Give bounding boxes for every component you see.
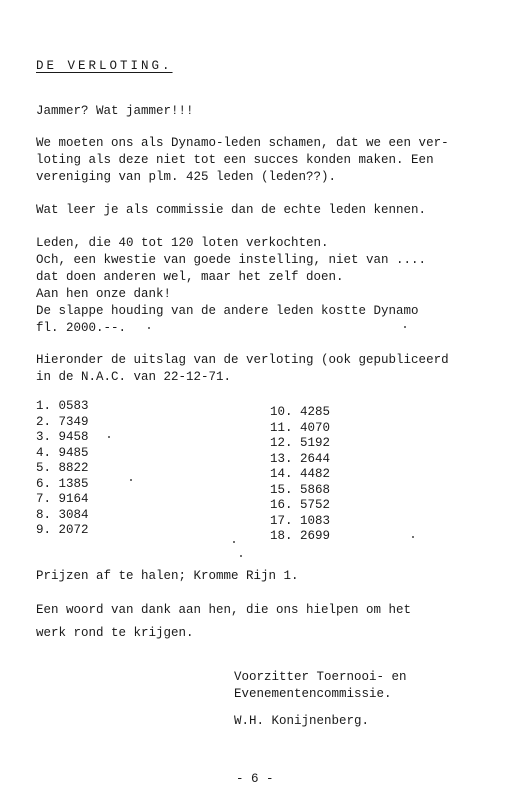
paper-speck — [404, 326, 406, 328]
result-item: 7. 9164 — [36, 492, 89, 506]
result-item: 1. 0583 — [36, 399, 89, 413]
paragraph-line: Leden, die 40 tot 120 loten verkochten. — [36, 236, 329, 250]
paragraph-line: Och, een kwestie van goede instelling, niet van .... — [36, 253, 427, 267]
paper-speck — [108, 436, 110, 438]
paper-speck — [233, 541, 235, 543]
result-item: 6. 1385 — [36, 476, 89, 491]
paper-speck — [412, 536, 414, 538]
paragraph-line: De slappe houding van de andere leden kostte Dynamo — [36, 304, 419, 318]
result-item: 8. 3084 — [36, 507, 89, 522]
paper-speck — [130, 479, 132, 481]
signature-role-line: Evenementencommissie. — [234, 687, 392, 701]
page-title: DE VERLOTING. — [36, 59, 173, 73]
result-item: 11. 4070 — [270, 420, 331, 435]
result-item: 12. 5192 — [270, 436, 331, 450]
results-list-right — [270, 405, 330, 545]
result-item: 14. 4482 — [270, 467, 331, 481]
result-item: 2. 7349 — [36, 414, 89, 429]
paper-speck — [148, 327, 150, 329]
signature-role-line: Voorzitter Toernooi- en — [234, 670, 407, 684]
signature-name: W.H. Konijnenberg. — [234, 714, 370, 728]
results-intro-line: in de N.A.C. van 22-12-71. — [36, 370, 232, 384]
result-item: 13. 2644 — [270, 451, 331, 466]
paragraph-line: dat doen anderen wel, maar het zelf doen. — [36, 270, 344, 284]
paragraph-committee: Wat leer je als commissie dan de echte leden kennen. — [36, 203, 427, 217]
paragraph-line: We moeten ons als Dynamo-leden schamen, dat we een ver- — [36, 136, 449, 150]
results-intro-line: Hieronder de uitslag van de verloting (ook gepubliceerd — [36, 353, 449, 367]
result-item: 18. 2699 — [270, 529, 331, 543]
result-item: 4. 9485 — [36, 445, 89, 460]
thanks-line: werk rond te krijgen. — [36, 626, 194, 640]
page-number: - 6 - — [236, 772, 274, 786]
result-item: 17. 1083 — [270, 513, 331, 528]
result-item: 10. 4285 — [270, 405, 331, 419]
result-item: 5. 8822 — [36, 461, 89, 475]
result-item: 16. 5752 — [270, 498, 331, 512]
paragraph-line: Aan hen onze dank! — [36, 287, 172, 301]
result-item: 9. 2072 — [36, 523, 89, 537]
result-item: 3. 9458 — [36, 430, 89, 444]
result-item: 15. 5868 — [270, 482, 331, 497]
paragraph-line: loting als deze niet tot een succes konden maken. Een — [36, 153, 434, 167]
intro-line: Jammer? Wat jammer!!! — [36, 104, 194, 118]
results-list-left — [36, 399, 89, 539]
paragraph-line: fl. 2000.--. — [36, 321, 127, 335]
paper-speck — [240, 555, 242, 557]
paragraph-line: vereniging van plm. 425 leden (leden??). — [36, 170, 337, 184]
thanks-line: Een woord van dank aan hen, die ons hielpen om het — [36, 603, 412, 617]
prizes-note: Prijzen af te halen; Kromme Rijn 1. — [36, 569, 299, 583]
